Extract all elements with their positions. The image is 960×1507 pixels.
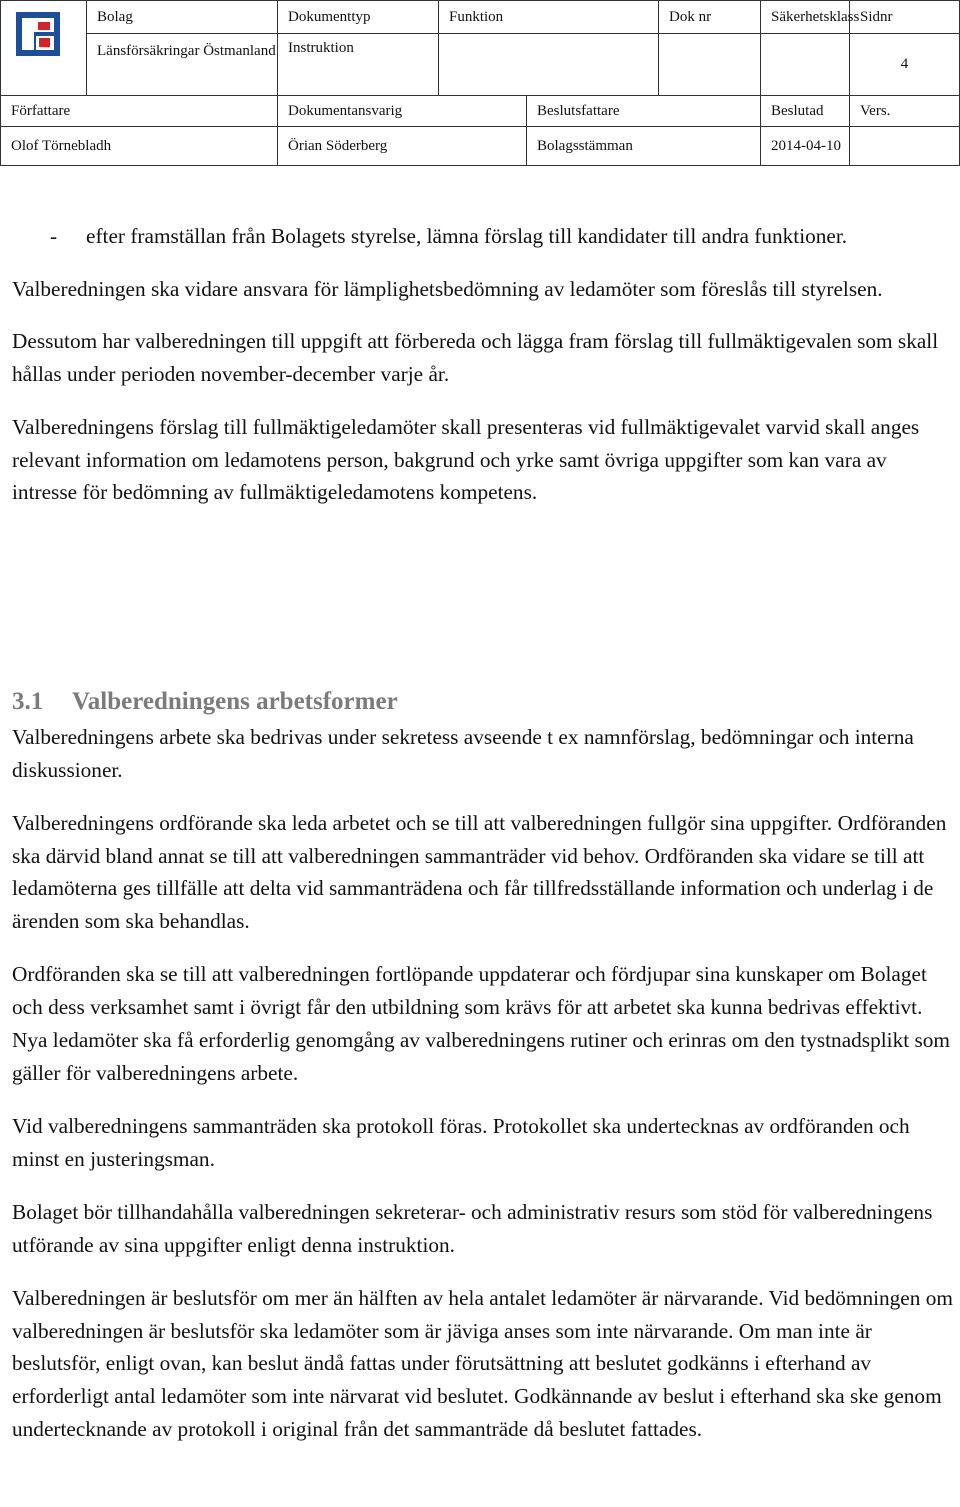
header-dokumentansvarig-label: Dokumentansvarig (278, 96, 527, 127)
header-beslutsfattare-label: Beslutsfattare (527, 96, 761, 127)
bullet-text: efter framställan från Bolagets styrelse, lämna förslag till kandidater till andra funktioner. (86, 224, 848, 248)
paragraph: Vid valberedningens sammanträden ska protokoll föras. Protokollet ska undertecknas av ordföranden och minst en justeringsman. (12, 1113, 910, 1171)
header-dokumenttyp-value: Instruktion (278, 34, 439, 96)
section-body-text (12, 721, 956, 1466)
section-number: 3.1 (12, 688, 44, 715)
paragraph: Valberedningens arbete ska bedrivas under sekretess avseende t ex namnförslag, bedömningar och interna diskussioner. (12, 725, 914, 782)
company-logo-icon (16, 12, 60, 56)
header-sakerhetsklass-label: Säkerhetsklass (761, 1, 850, 34)
paragraph: Ordföranden ska se till att valberedningen fortlöpande uppdaterar och fördjupar sina kunskaper om Bolaget och dess verksamhet samt i övrigt får den utbildning som krävs för att arbetet ska kunna bedrivas effektivt. Nya ledamöter ska få erforderlig genomgång av valberedningens rutiner och erinras om den tystnadsplikt som gäller för valberedningens arbete. (12, 962, 950, 1085)
header-dokumenttyp-label: Dokumenttyp (278, 1, 439, 34)
paragraph: Valberedningen ska vidare ansvara för lämplighetsbedömning av ledamöter som föreslås till styrelsen. (12, 276, 883, 301)
paragraph: Bolaget bör tillhandahålla valberedningen sekreterar- och administrativ resurs som stöd för valberedningens utförande av sina uppgifter enligt denna instruktion. (12, 1199, 933, 1257)
header-bolag-label: Bolag (87, 1, 278, 34)
header-sidnr-value: 4 (850, 34, 960, 96)
paragraph: Dessutom har valberedningen till uppgift att förbereda och lägga fram förslag till fullmäktigevalen som skall hållas under perioden november-december varje år. (12, 329, 939, 387)
header-bolag-value: Länsförsäkringar Östmanland (87, 34, 278, 96)
header-funktion-label: Funktion (439, 1, 659, 34)
header-version-value (850, 127, 960, 166)
header-funktion-value (439, 34, 659, 96)
document-header-table (0, 0, 960, 166)
header-version-label: Vers. (850, 96, 960, 127)
body-text (12, 220, 952, 529)
section-title: Valberedningens arbetsformer (72, 688, 398, 715)
header-beslutad-value: 2014-04-10 (761, 127, 850, 166)
header-sidnr-label: Sidnr (850, 1, 960, 34)
header-forfattare-value: Olof Törnebladh (1, 127, 278, 166)
paragraph: Valberedningens ordförande ska leda arbetet och se till att valberedningen fullgör sina uppgifter. Ordföranden ska därvid bland annat se till att valberedningen sammanträder vid behov. Ordföranden ska vidare se till att ledamöterna ges tillfälle att delta vid sammanträdena och får tillfredsställande information och underlag i de ärenden som ska behandlas. (12, 811, 947, 934)
section-heading (12, 686, 398, 718)
bullet-item (12, 220, 952, 253)
header-forfattare-label: Författare (1, 96, 278, 127)
header-sakerhetsklass-value (761, 34, 850, 96)
header-dok-nr-value (659, 34, 761, 96)
header-beslutad-label: Beslutad (761, 96, 850, 127)
bullet-dash: - (50, 224, 58, 248)
logo-cell (1, 1, 87, 96)
paragraph: Valberedningens förslag till fullmäktigeledamöter skall presenteras vid fullmäktigevalet varvid skall anges relevant information om ledamotens person, bakgrund och yrke samt övriga uppgifter som kan vara av intresse för bedömning av fullmäktigeledamotens kompetens. (12, 414, 920, 505)
header-dokumentansvarig-value: Örian Söderberg (278, 127, 527, 166)
header-dok-nr-label: Dok nr (659, 1, 761, 34)
paragraph: Valberedningen är beslutsför om mer än hälften av hela antalet ledamöter är närvarande. Vid bedömningen om valberedningen är beslutsför ska ledamöter som är jäviga anses som inte närvarande. Om man inte är beslutsför, enligt ovan, kan beslut ändå fattas under förutsättning att beslutet godkänns i efterhand av erforderligt antal ledamöter som inte närvarat vid beslutet. Godkännande av beslut i efterhand ska ske genom undertecknande av protokoll i original från det sammanträde då beslutet fattades. (12, 1285, 953, 1441)
header-beslutsfattare-value: Bolagsstämman (527, 127, 761, 166)
